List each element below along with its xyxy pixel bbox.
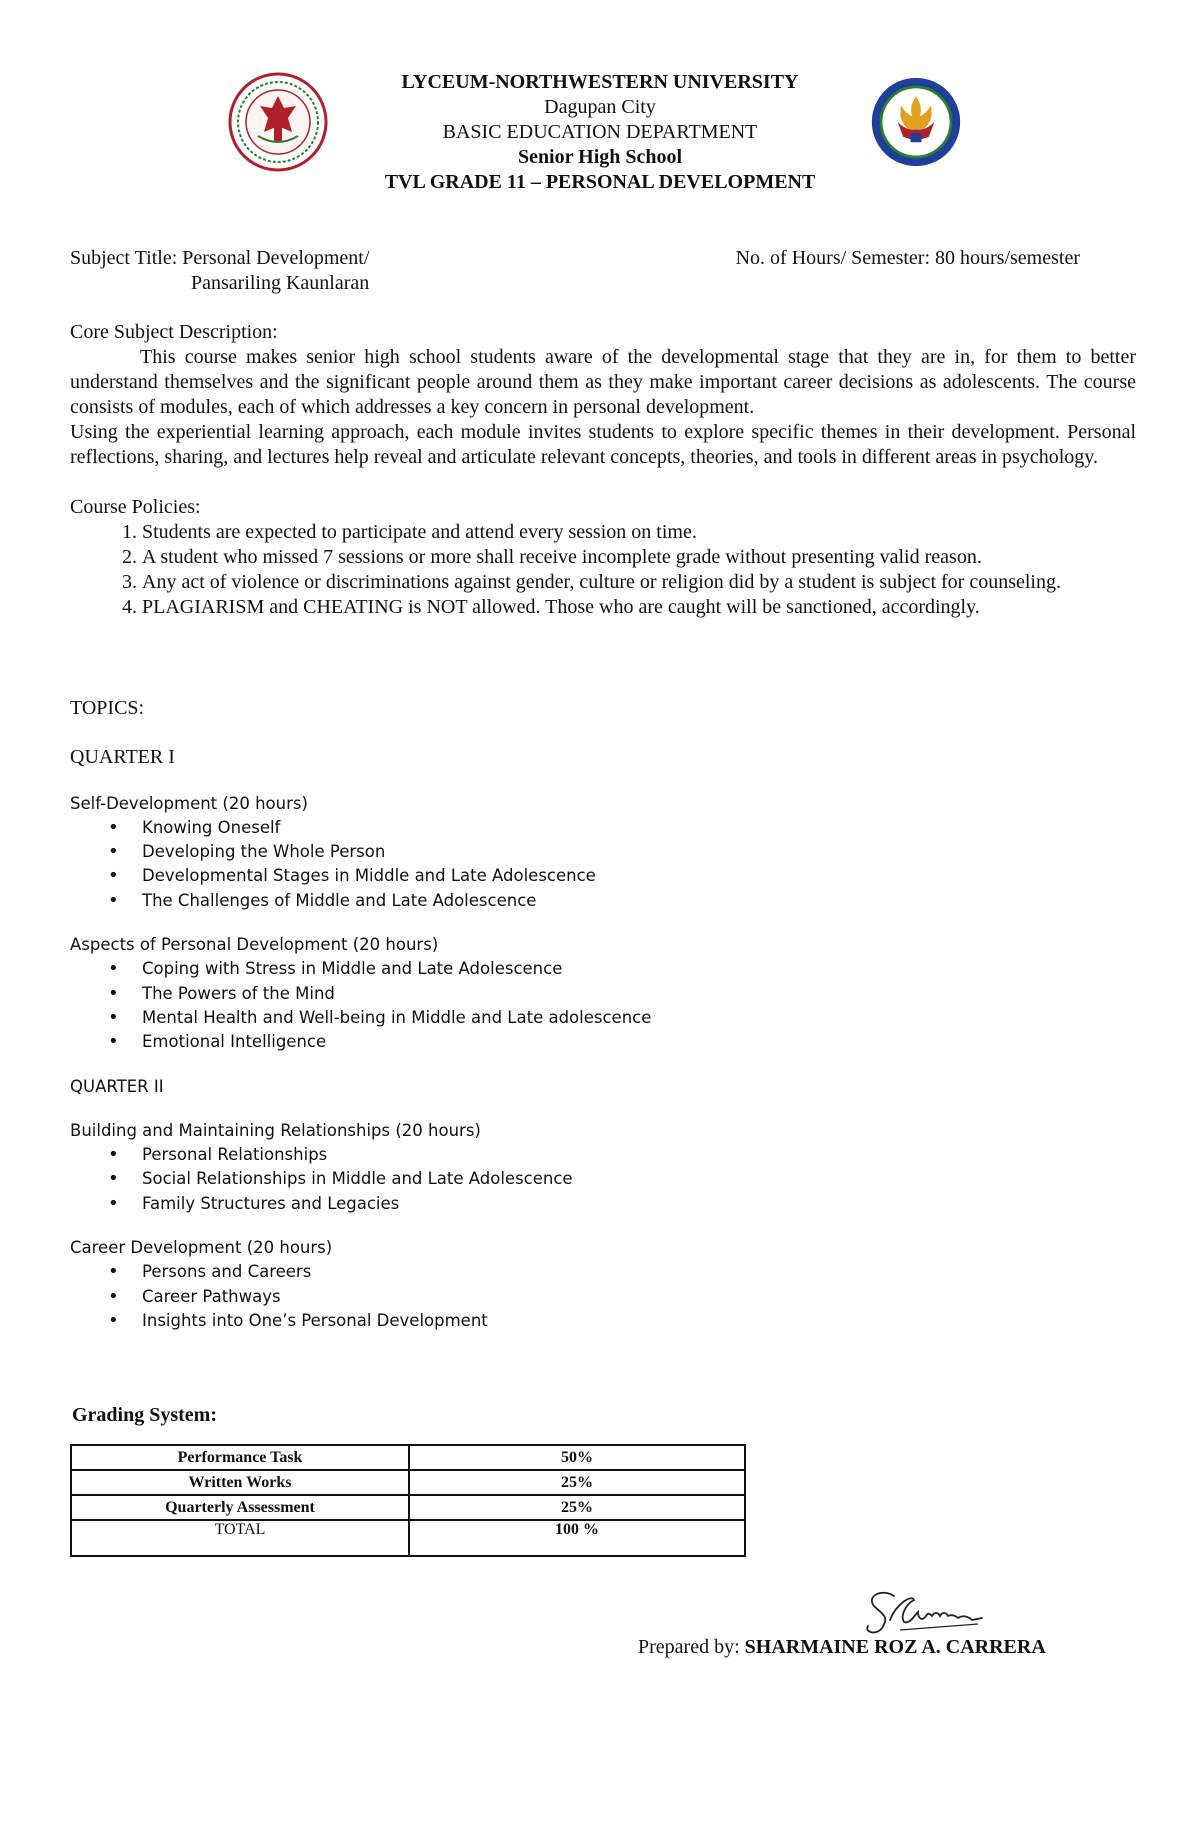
description-label: Core Subject Description:: [70, 321, 278, 343]
topics-label: TOPICS:: [70, 697, 145, 719]
list-item: • The Challenges of Middle and Late Adolescence: [142, 889, 1136, 913]
topics-section: [70, 696, 1136, 1333]
topic-group-title: Aspects of Personal Development (20 hours): [70, 935, 439, 955]
document-header: [300, 70, 900, 195]
list-item: • Persons and Careers: [142, 1260, 1136, 1284]
grade-weight: 25%: [409, 1495, 745, 1520]
school-name: Senior High School: [517, 146, 683, 168]
prepared-by-label: Prepared by:: [638, 1636, 740, 1658]
topic-group-title: Building and Maintaining Relationships (20 hours): [70, 1120, 481, 1140]
grade-component: Performance Task: [71, 1445, 409, 1470]
policy-item: 2. A student who missed 7 sessions or more shall receive incomplete grade without presenting valid reason.: [142, 545, 1136, 570]
topic-list: [70, 816, 1136, 913]
policies-list: [70, 520, 1136, 620]
topic-list: [70, 1143, 1136, 1216]
description-paragraph-2: Using the experiential learning approach, each module invites students to explore specific themes in their development. Personal reflections, sharing, and lectures help reveal and articulate relevant concepts, theories, and tools in different areas in psychology.: [70, 421, 1136, 468]
policies-label: Course Policies:: [70, 496, 201, 518]
topic-group-aspects: [70, 933, 1136, 1054]
topic-list: [70, 1260, 1136, 1333]
list-item: • Insights into One’s Personal Development: [142, 1309, 1136, 1333]
quarter-1-heading: QUARTER I: [70, 746, 175, 769]
table-row: [71, 1495, 745, 1520]
list-item: • Social Relationships in Middle and Late Adolescence: [142, 1167, 1136, 1191]
policy-item: 1. Students are expected to participate and attend every session on time.: [142, 520, 1136, 545]
topic-list: [70, 957, 1136, 1054]
university-name: LYCEUM-NORTHWESTERN UNIVERSITY: [401, 71, 799, 93]
course-body: [70, 320, 1136, 620]
topic-group-title: Self-Development (20 hours): [70, 793, 308, 813]
description-paragraph-1: This course makes senior high school students aware of the developmental stage that they are in, for them to better understand themselves and the significant people around them as they make important career decisions as adolescents. The course consists of modules, each of which addresses a key concern in personal development.: [70, 346, 1136, 418]
grade-component: Written Works: [71, 1470, 409, 1495]
list-item: • Career Pathways: [142, 1285, 1136, 1309]
table-row-total: [71, 1520, 745, 1556]
department-name: BASIC EDUCATION DEPARTMENT: [442, 121, 758, 143]
prepared-by: [638, 1636, 1046, 1659]
table-row: [71, 1445, 745, 1470]
list-item: • Coping with Stress in Middle and Late Adolescence: [142, 957, 1136, 981]
list-item: • Developmental Stages in Middle and Late Adolescence: [142, 864, 1136, 888]
grading-title: Grading System:: [72, 1404, 217, 1426]
quarter-2-heading: QUARTER II: [70, 1076, 164, 1096]
policy-item: 3. Any act of violence or discriminations against gender, culture or religion did by a student is subject for counseling.: [142, 570, 1136, 595]
topic-group-career: [70, 1236, 1136, 1333]
grade-weight: 25%: [409, 1470, 745, 1495]
list-item: • Emotional Intelligence: [142, 1030, 1136, 1054]
subject-hours: No. of Hours/ Semester: 80 hours/semester: [735, 247, 1080, 269]
topic-group-title: Career Development (20 hours): [70, 1238, 333, 1258]
grade-weight: 50%: [409, 1445, 745, 1470]
subject-title-line1: Subject Title: Personal Development/: [70, 247, 370, 269]
grade-component: Quarterly Assessment: [71, 1495, 409, 1520]
basic-education-seal-right-icon: [870, 76, 962, 168]
city-name: Dagupan City: [544, 96, 656, 118]
preparer-name: SHARMAINE ROZ A. CARRERA: [744, 1636, 1046, 1658]
topic-group-self-development: [70, 792, 1136, 913]
signature-icon: [860, 1582, 1000, 1642]
grade-total-value: 100 %: [409, 1520, 745, 1556]
policy-item: 4. PLAGIARISM and CHEATING is NOT allowed. Those who are caught will be sanctioned, accordingly.: [142, 595, 1136, 620]
subject-title-line2: Pansariling Kaunlaran: [191, 272, 370, 294]
list-item: • Personal Relationships: [142, 1143, 1136, 1167]
list-item: • Developing the Whole Person: [142, 840, 1136, 864]
list-item: • Knowing Oneself: [142, 816, 1136, 840]
grading-table: [70, 1444, 746, 1557]
subject-title: [70, 246, 369, 296]
list-item: • Family Structures and Legacies: [142, 1192, 1136, 1216]
list-item: • The Powers of the Mind: [142, 982, 1136, 1006]
course-title: TVL GRADE 11 – PERSONAL DEVELOPMENT: [384, 171, 816, 193]
table-row: [71, 1470, 745, 1495]
topic-group-relationships: [70, 1119, 1136, 1216]
grade-total-label: TOTAL: [71, 1520, 409, 1556]
list-item: • Mental Health and Well-being in Middle and Late adolescence: [142, 1006, 1136, 1030]
